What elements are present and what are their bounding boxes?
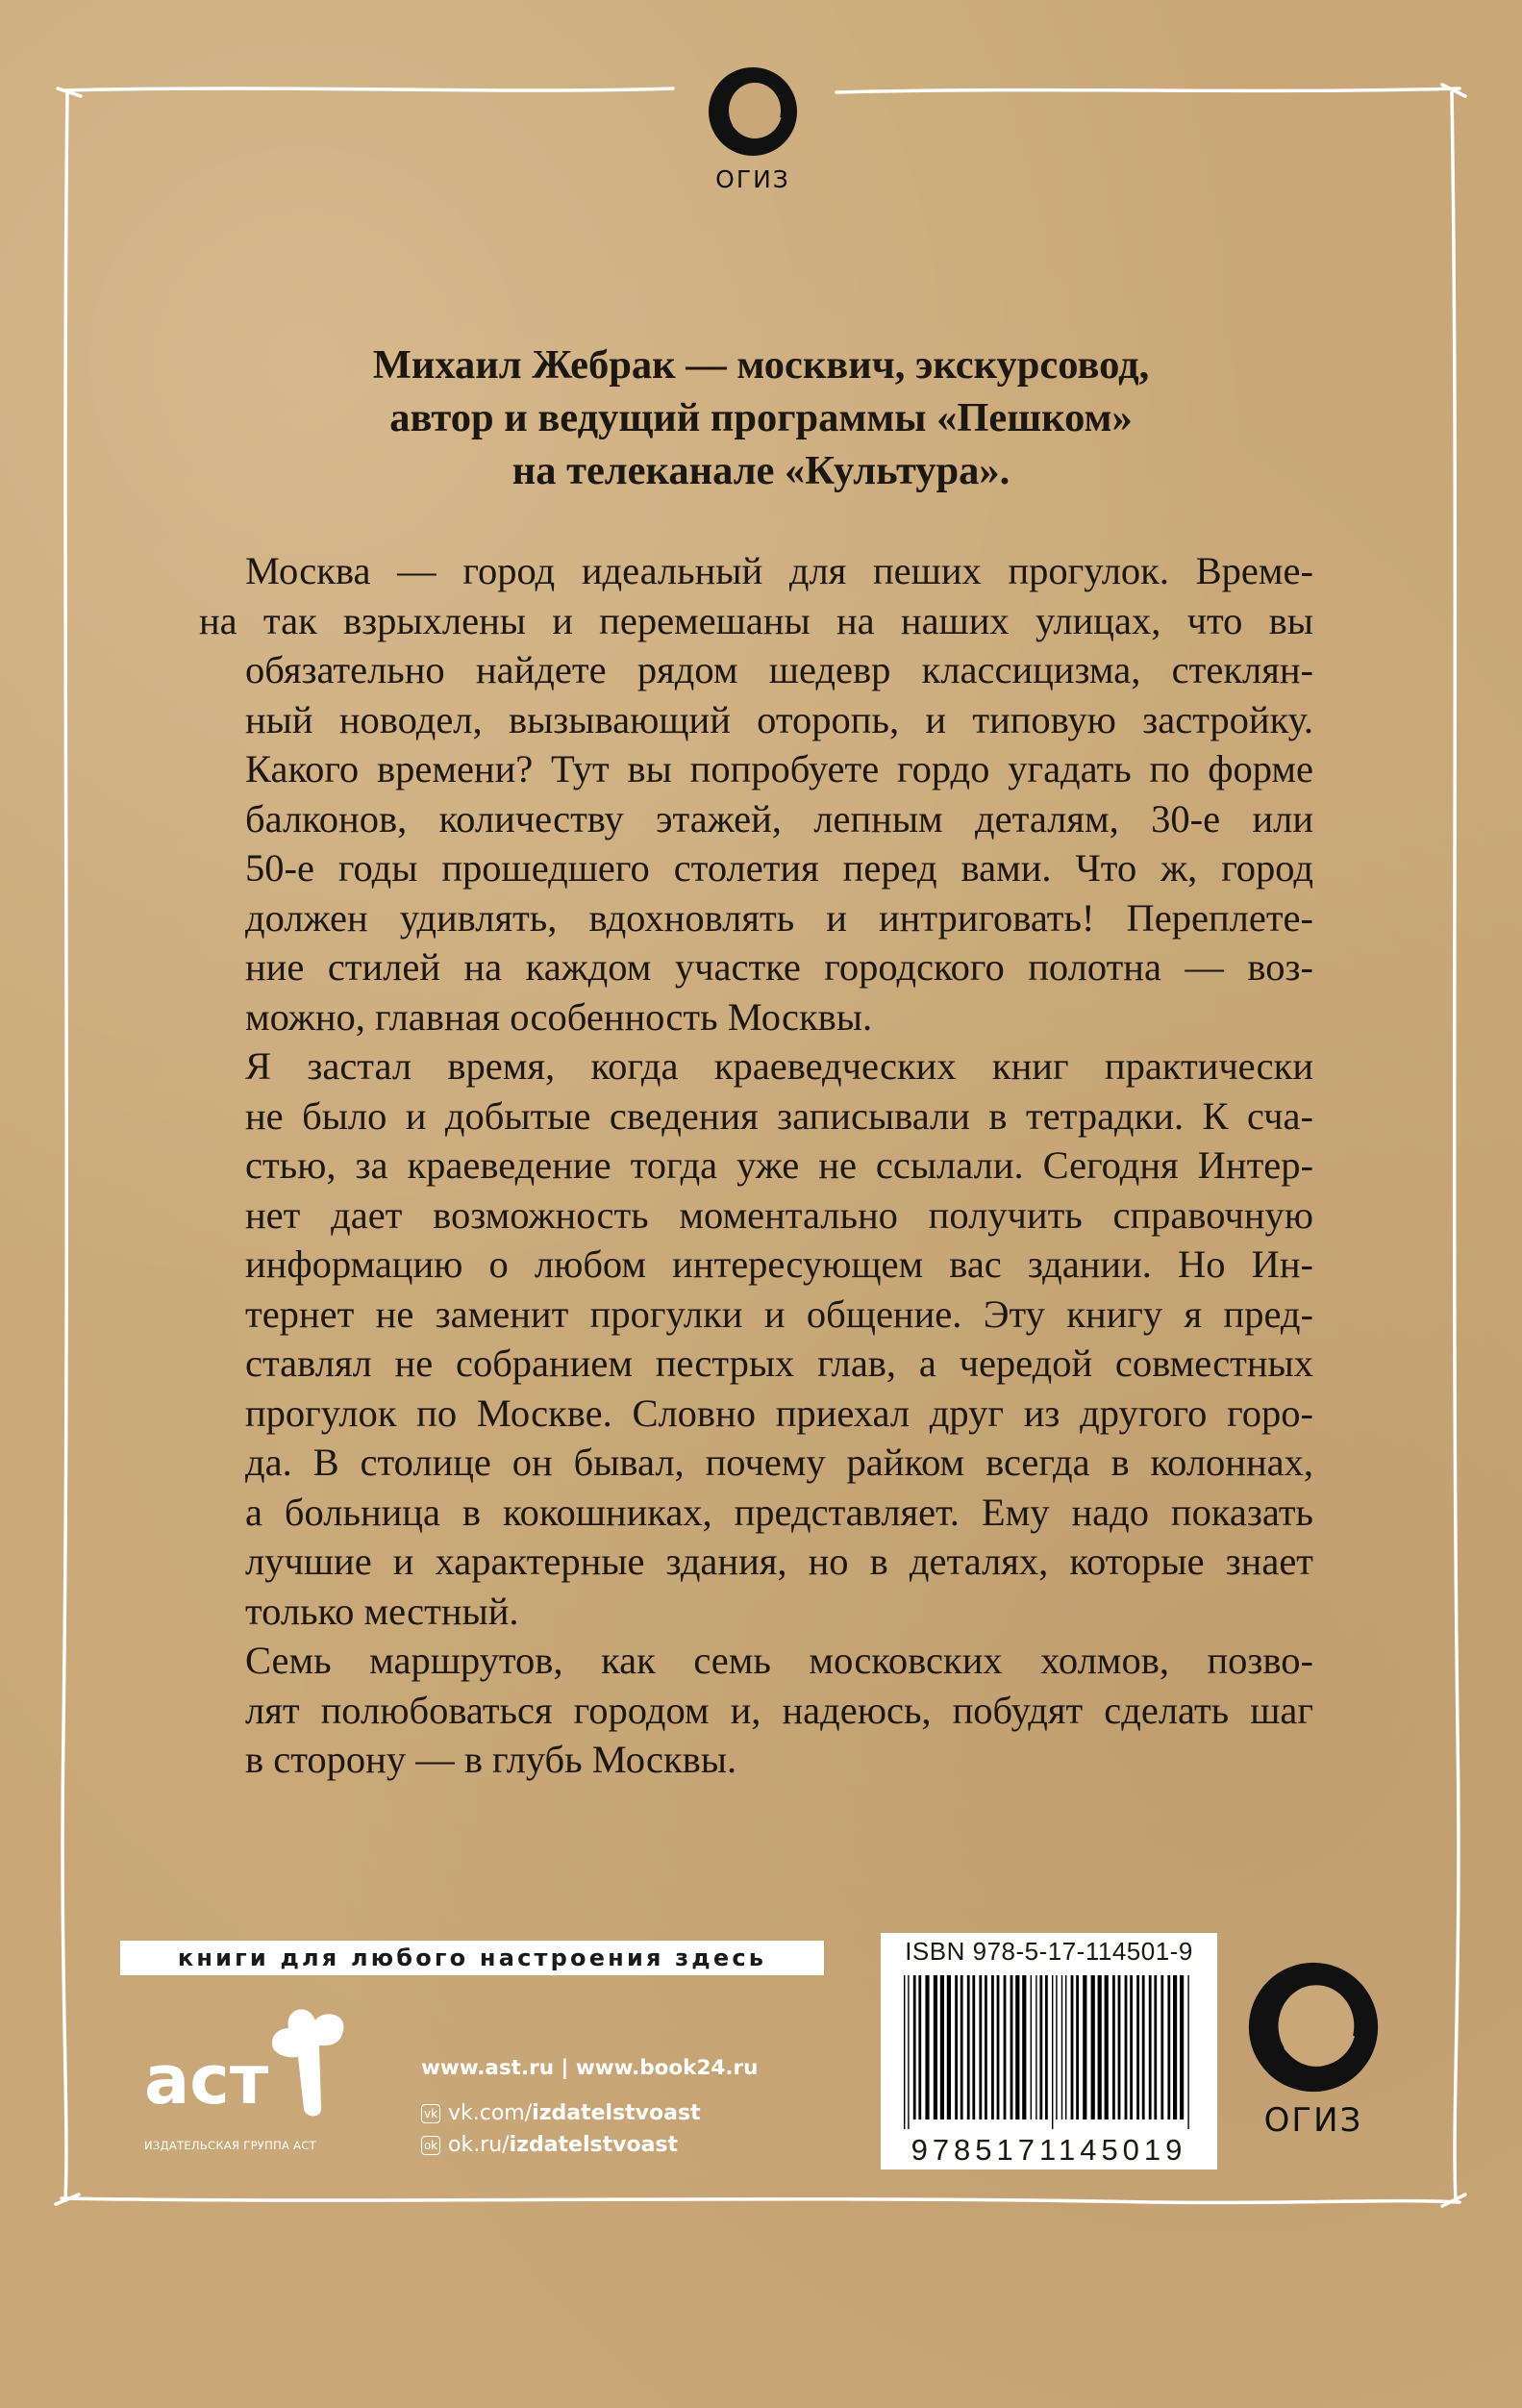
barcode-bar bbox=[961, 1975, 963, 2120]
text-line: балконов, количеству этажей, лепным деталям, 30-е или bbox=[245, 796, 1313, 840]
text-line: обязательно найдете рядом шедевр классицизма, стеклян- bbox=[245, 648, 1313, 691]
barcode-bar bbox=[1076, 1975, 1079, 2120]
barcode-bars bbox=[900, 1975, 1198, 2129]
barcode-bar bbox=[1045, 1975, 1048, 2120]
barcode-bar bbox=[1091, 1975, 1095, 2120]
ogiz-ring-icon bbox=[1243, 1957, 1384, 2097]
barcode-bar bbox=[972, 1975, 975, 2120]
barcode-bar bbox=[955, 1975, 958, 2120]
ogiz-ring-icon bbox=[705, 63, 801, 160]
barcode-bar bbox=[967, 1975, 970, 2120]
publisher-links bbox=[421, 2056, 758, 2165]
barcode-bar bbox=[1160, 1975, 1163, 2120]
author-intro bbox=[192, 339, 1330, 497]
text-line: в сторону — в глубь Москвы. bbox=[245, 1738, 737, 1781]
text-line: на так взрыхлены и перемешаны на наших улицах, что вы bbox=[199, 598, 1313, 642]
barcode-bar bbox=[913, 1975, 916, 2120]
text-line: только местный. bbox=[245, 1589, 519, 1633]
barcode-bar bbox=[1125, 1975, 1128, 2120]
barcode-bar bbox=[934, 1975, 937, 2120]
ok-link[interactable] bbox=[421, 2133, 758, 2157]
barcode-bar bbox=[1052, 1975, 1053, 2129]
publisher-logo-top bbox=[700, 63, 806, 193]
annotation-text bbox=[199, 546, 1313, 1785]
text-line: 50-е годы прошедшего столетия перед вами. Что ж, город bbox=[245, 846, 1313, 890]
vk-handle: izdatelstvoast bbox=[532, 2101, 701, 2125]
barcode-bar bbox=[1015, 1975, 1019, 2120]
text-line: ние стилей на каждом участке городского полотна — воз- bbox=[245, 945, 1313, 989]
barcode-bar bbox=[985, 1975, 987, 2120]
barcode-bar bbox=[1180, 1975, 1184, 2120]
ok-prefix: ok.ru/ bbox=[448, 2133, 510, 2157]
isbn-barcode bbox=[881, 1933, 1217, 2170]
barcode-bar bbox=[1004, 1975, 1007, 2120]
barcode-bar bbox=[1022, 1975, 1026, 2120]
ast-caption: ИЗДАТЕЛЬСКАЯ ГРУППА АСТ bbox=[144, 2139, 316, 2152]
slogan-bar: книги для любого настроения здесь bbox=[120, 1941, 824, 1975]
barcode-bar bbox=[925, 1975, 929, 2120]
intro-line: Михаил Жебрак — москвич, экскурсовод, bbox=[372, 342, 1150, 388]
barcode-bar bbox=[1136, 1975, 1139, 2120]
barcode-bar bbox=[1035, 1975, 1036, 2120]
barcode-bar bbox=[947, 1975, 951, 2120]
barcode-bar bbox=[1098, 1975, 1102, 2120]
publisher-logo-text: ОГИЗ bbox=[715, 165, 790, 193]
barcode-bar bbox=[979, 1975, 982, 2120]
text-line: можно, главная особенность Москвы. bbox=[245, 994, 873, 1039]
text-line: Семь маршрутов, как семь московских холмов, позво- bbox=[245, 1639, 1313, 1682]
text-line: стью, за краеведение тогда уже не ссылали. Сегодня Интер- bbox=[245, 1143, 1313, 1187]
barcode-bar bbox=[1011, 1975, 1013, 2120]
ast-logo-text: аст bbox=[144, 2041, 269, 2120]
text-line: прогулок по Москве. Словно приехал друг из другого горо- bbox=[245, 1391, 1313, 1435]
barcode-bar bbox=[940, 1975, 944, 2120]
barcode-bar bbox=[1173, 1975, 1177, 2120]
publisher-logo-text: ОГИЗ bbox=[1263, 2101, 1363, 2140]
ok-handle: izdatelstvoast bbox=[509, 2133, 679, 2157]
text-line: должен удивлять, вдохновлять и интриговать! Переплете- bbox=[245, 895, 1313, 940]
intro-line: на телеканале «Культура». bbox=[511, 448, 1011, 493]
barcode-bar bbox=[1083, 1975, 1086, 2120]
barcode-bar bbox=[991, 1975, 994, 2120]
barcode-bar bbox=[1142, 1975, 1145, 2120]
barcode-bar bbox=[1154, 1975, 1157, 2120]
text-line: Какого времени? Тут вы попробуете гордо угадать по форме bbox=[245, 747, 1313, 790]
barcode-bar bbox=[997, 1975, 1000, 2120]
text-line: нет дает возможность моментально получить справочную bbox=[245, 1192, 1313, 1237]
barcode-bar bbox=[1039, 1975, 1042, 2120]
barcode-bar bbox=[1056, 1975, 1057, 2120]
barcode-bar bbox=[1187, 1975, 1188, 2129]
isbn-label: ISBN 978-5-17-114501-9 bbox=[905, 1937, 1193, 1966]
paragraph-1 bbox=[199, 546, 1313, 1041]
text-line: лят полюбоваться городом и, надеюсь, побудят сделать шаг bbox=[245, 1688, 1313, 1732]
paragraph-2 bbox=[199, 1041, 1313, 1636]
barcode-bar bbox=[1118, 1975, 1121, 2120]
barcode-bar bbox=[918, 1975, 921, 2120]
barcode-digits: 9785171145019 bbox=[911, 2133, 1187, 2167]
text-line: не было и добытые сведения записывали в тетрадки. К сча- bbox=[245, 1093, 1313, 1138]
intro-line: автор и ведущий программы «Пешком» bbox=[389, 395, 1133, 440]
barcode-bar bbox=[1167, 1975, 1170, 2120]
barcode-bar bbox=[1065, 1975, 1066, 2120]
vk-prefix: vk.com/ bbox=[448, 2101, 533, 2125]
vk-icon: vk bbox=[421, 2104, 440, 2123]
barcode-bar bbox=[1071, 1975, 1074, 2120]
text-line: ный новодел, вызывающий оторопь, и типовую застройку. bbox=[245, 697, 1313, 741]
barcode-bar bbox=[1130, 1975, 1133, 2120]
text-line: Я застал время, когда краеведческих книг практически bbox=[245, 1044, 1313, 1088]
text-line: лучшие и характерные здания, но в деталях, которые знает bbox=[245, 1540, 1313, 1583]
text-line: информацию о любом интересующем вас здании. Но Ин- bbox=[245, 1242, 1313, 1286]
barcode-bar bbox=[1112, 1975, 1115, 2120]
text-line: да. В столице он бывал, почему райком всегда в колоннах, bbox=[245, 1441, 1313, 1484]
vk-link[interactable] bbox=[421, 2101, 758, 2125]
paragraph-3 bbox=[199, 1636, 1313, 1785]
text-line: а больница в кокошниках, представляет. Ему надо показать bbox=[245, 1490, 1313, 1534]
barcode-bar bbox=[1031, 1975, 1032, 2120]
publisher-logo-bottom bbox=[1241, 1957, 1385, 2140]
text-line: тернет не заменит прогулки и общение. Эту книгу я пред- bbox=[245, 1292, 1313, 1336]
barcode-bar bbox=[1105, 1975, 1109, 2120]
ast-logo-icon bbox=[144, 1995, 365, 2130]
text-line: Москва — город идеальный для пеших прогулок. Време- bbox=[245, 549, 1313, 592]
barcode-bar bbox=[1061, 1975, 1062, 2120]
barcode-bar bbox=[904, 1975, 905, 2129]
barcode-bar bbox=[908, 1975, 909, 2129]
website-links[interactable]: www.ast.ru | www.book24.ru bbox=[421, 2056, 759, 2080]
ok-icon: ok bbox=[421, 2136, 440, 2155]
text-line: ставлял не собранием пестрых глав, а чередой совместных bbox=[245, 1342, 1313, 1385]
barcode-bar bbox=[1149, 1975, 1152, 2120]
